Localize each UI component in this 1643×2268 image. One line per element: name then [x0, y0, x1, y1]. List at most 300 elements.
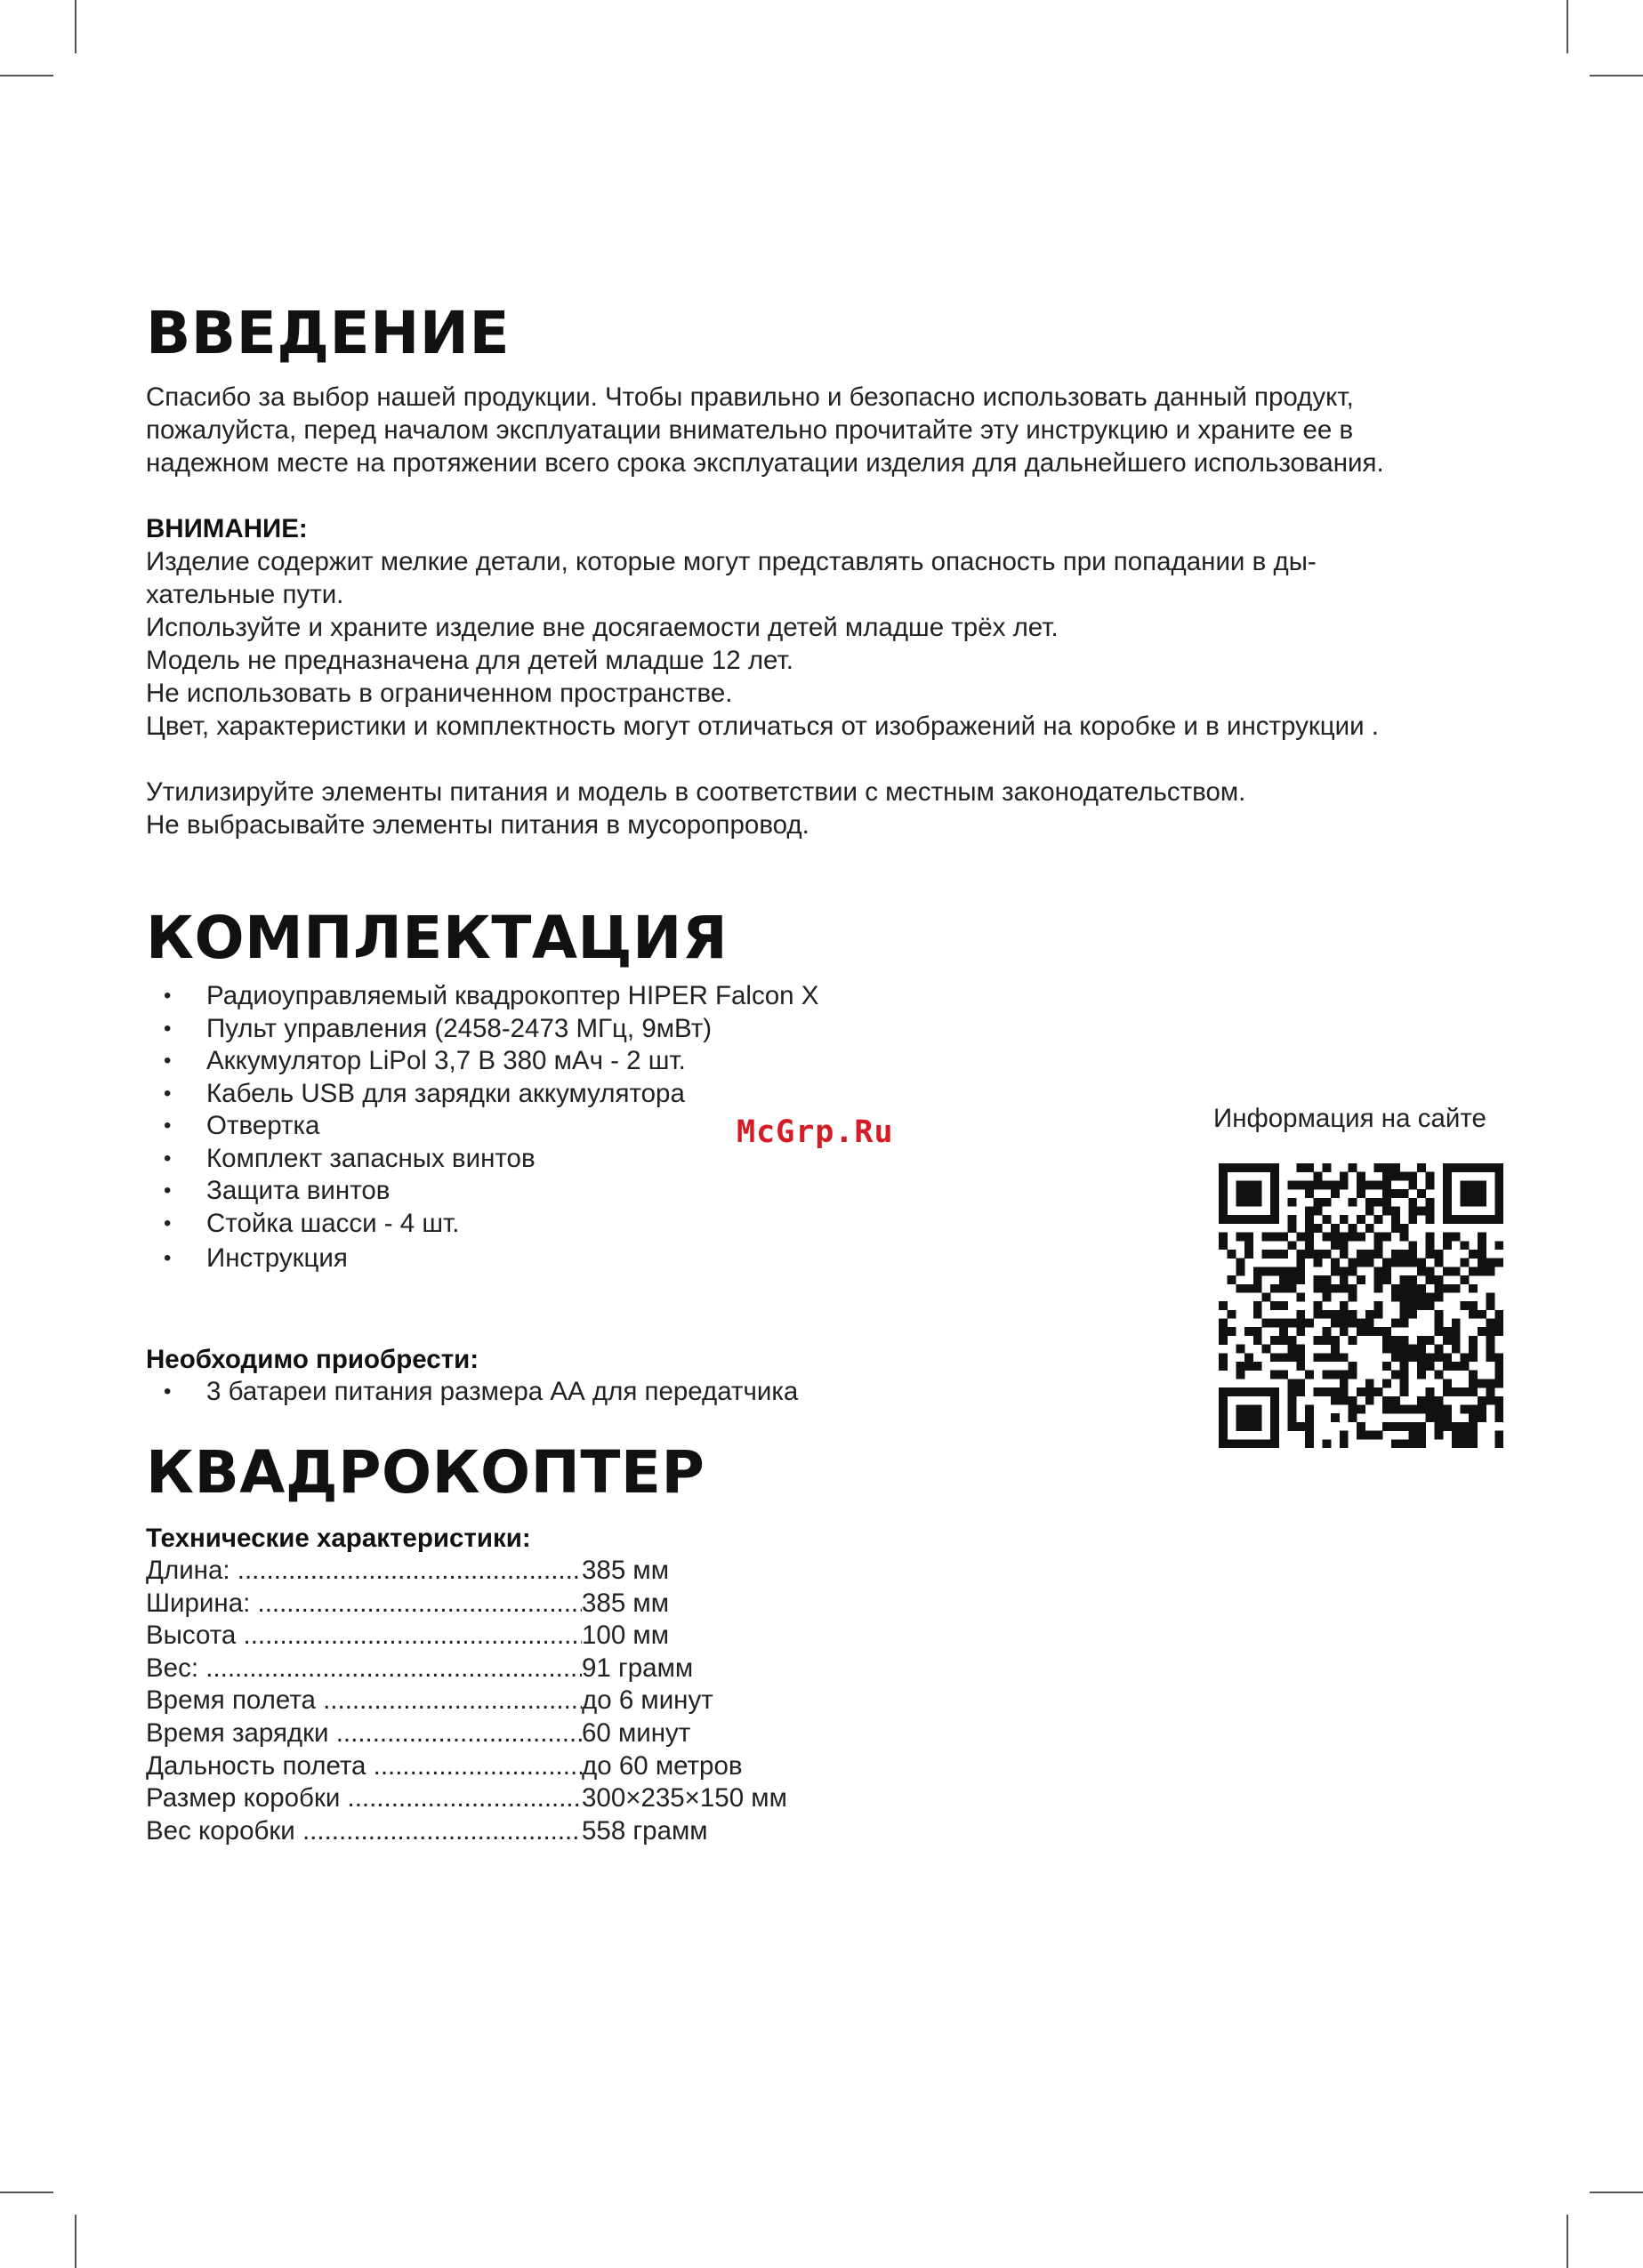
qr-module: [1443, 1284, 1452, 1293]
qr-module: [1244, 1327, 1253, 1336]
qr-module: [1434, 1353, 1443, 1362]
qr-module: [1486, 1259, 1495, 1267]
crop-mark: [0, 75, 53, 76]
qr-module: [1461, 1362, 1470, 1371]
qr-module: [1270, 1189, 1279, 1198]
qr-module: [1253, 1405, 1262, 1414]
qr-module: [1426, 1353, 1435, 1362]
qr-module: [1305, 1241, 1314, 1250]
qr-module: [1270, 1284, 1279, 1293]
qr-module: [1478, 1396, 1486, 1405]
qr-module: [1391, 1345, 1400, 1354]
qr-module: [1270, 1215, 1279, 1224]
qr-module: [1331, 1345, 1340, 1354]
qr-module: [1270, 1172, 1279, 1181]
qr-module: [1391, 1224, 1400, 1233]
spec-row: [146, 1685, 1480, 1717]
qr-module: [1461, 1275, 1470, 1284]
spec-value: 558 грамм: [582, 1815, 708, 1846]
qr-module: [1236, 1180, 1244, 1189]
qr-module: [1382, 1267, 1391, 1275]
qr-module: [1305, 1206, 1314, 1215]
qr-module: [1253, 1163, 1262, 1172]
qr-module: [1494, 1371, 1503, 1379]
spec-value: 60 минут: [582, 1717, 691, 1748]
qr-module: [1322, 1327, 1331, 1336]
qr-module: [1494, 1172, 1503, 1181]
spec-key: Вес коробки .....: [146, 1815, 582, 1848]
qr-module: [1400, 1259, 1409, 1267]
warning-heading: ВНИМАНИЕ:: [146, 514, 308, 543]
qr-module: [1305, 1224, 1314, 1233]
qr-module: [1279, 1319, 1288, 1328]
qr-module: [1296, 1180, 1305, 1189]
warning-line: хательные пути.: [146, 580, 344, 609]
qr-module: [1219, 1431, 1228, 1440]
qr-module: [1391, 1405, 1400, 1414]
qr-module: [1331, 1319, 1340, 1328]
qr-module: [1348, 1413, 1357, 1422]
specs-table: [146, 1555, 1480, 1847]
spec-row: [146, 1588, 1480, 1621]
qr-module: [1279, 1275, 1288, 1284]
qr-module: [1494, 1362, 1503, 1371]
qr-module: [1365, 1206, 1374, 1215]
qr-module: [1322, 1275, 1331, 1284]
qr-module: [1219, 1215, 1228, 1224]
qr-module: [1469, 1215, 1478, 1224]
qr-module: [1357, 1431, 1365, 1440]
qr-module: [1331, 1336, 1340, 1345]
qr-module: [1434, 1284, 1443, 1293]
qr-module: [1348, 1336, 1357, 1345]
qr-module: [1348, 1310, 1357, 1319]
qr-module: [1469, 1163, 1478, 1172]
qr-module: [1322, 1292, 1331, 1301]
qr-module: [1270, 1387, 1279, 1396]
qr-module: [1314, 1275, 1323, 1284]
qr-module: [1270, 1319, 1279, 1328]
qr-module: [1244, 1284, 1253, 1293]
spec-key: Дальность полета .....: [146, 1750, 582, 1783]
qr-module: [1348, 1259, 1357, 1267]
qr-module: [1340, 1267, 1349, 1275]
qr-module: [1279, 1233, 1288, 1242]
spec-row: [146, 1555, 1480, 1588]
qr-module: [1374, 1387, 1383, 1396]
qr-module: [1426, 1336, 1435, 1345]
qr-module: [1426, 1215, 1435, 1224]
qr-module: [1365, 1310, 1374, 1319]
list-item: • Инструкция: [164, 1243, 348, 1273]
qr-module: [1461, 1163, 1470, 1172]
qr-module: [1486, 1319, 1495, 1328]
qr-module: [1348, 1405, 1357, 1414]
spec-row: [146, 1717, 1480, 1750]
qr-module: [1340, 1371, 1349, 1379]
qr-module: [1340, 1180, 1349, 1189]
qr-module: [1331, 1241, 1340, 1250]
qr-module: [1434, 1259, 1443, 1267]
qr-module: [1417, 1292, 1426, 1301]
qr-module: [1400, 1379, 1409, 1387]
qr-module: [1478, 1413, 1486, 1422]
qr-module: [1469, 1422, 1478, 1431]
qr-module: [1494, 1215, 1503, 1224]
qr-module: [1426, 1405, 1435, 1414]
qr-module: [1244, 1189, 1253, 1198]
qr-module: [1331, 1387, 1340, 1396]
spec-value: 91 грамм: [582, 1653, 694, 1683]
qr-module: [1331, 1371, 1340, 1379]
qr-module: [1219, 1353, 1228, 1362]
qr-module: [1417, 1362, 1426, 1371]
qr-module: [1374, 1163, 1383, 1172]
qr-module: [1261, 1163, 1270, 1172]
qr-module: [1443, 1336, 1452, 1345]
qr-module: [1228, 1250, 1236, 1259]
qr-module: [1253, 1439, 1262, 1448]
qr-module: [1408, 1198, 1417, 1207]
qr-module: [1391, 1259, 1400, 1267]
qr-module: [1469, 1371, 1478, 1379]
qr-module: [1461, 1439, 1470, 1448]
qr-module: [1305, 1189, 1314, 1198]
qr-module: [1305, 1319, 1314, 1328]
qr-module: [1374, 1284, 1383, 1293]
qr-module: [1452, 1336, 1461, 1345]
qr-module: [1443, 1422, 1452, 1431]
qr-module: [1494, 1327, 1503, 1336]
qr-module: [1494, 1310, 1503, 1319]
qr-module: [1322, 1353, 1331, 1362]
qr-module: [1486, 1267, 1495, 1275]
qr-module: [1357, 1250, 1365, 1259]
qr-module: [1461, 1215, 1470, 1224]
qr-module: [1469, 1431, 1478, 1440]
qr-module: [1314, 1259, 1323, 1267]
qr-module: [1296, 1387, 1305, 1396]
qr-code[interactable]: [1219, 1161, 1503, 1451]
qr-module: [1296, 1292, 1305, 1301]
qr-module: [1417, 1422, 1426, 1431]
qr-module: [1236, 1371, 1244, 1379]
list-item: • Стойка шасси - 4 шт.: [164, 1208, 460, 1238]
intro-heading: ВВЕДЕНИЕ: [146, 299, 511, 367]
qr-module: [1486, 1345, 1495, 1354]
qr-module: [1452, 1215, 1461, 1224]
qr-module: [1340, 1327, 1349, 1336]
crop-mark: [75, 2215, 77, 2268]
specs-heading: Технические характеристики:: [146, 1524, 531, 1553]
qr-module: [1236, 1163, 1244, 1172]
qr-module: [1408, 1301, 1417, 1310]
qr-module: [1288, 1180, 1297, 1189]
qr-module: [1288, 1241, 1297, 1250]
qr-module: [1486, 1163, 1495, 1172]
qr-module: [1219, 1198, 1228, 1207]
qr-module: [1340, 1172, 1349, 1181]
spec-key: Время зарядки .....: [146, 1717, 582, 1750]
qr-module: [1219, 1396, 1228, 1405]
qr-module: [1478, 1233, 1486, 1242]
qr-module: [1244, 1163, 1253, 1172]
qr-module: [1494, 1319, 1503, 1328]
qr-module: [1443, 1241, 1452, 1250]
spec-value: до 6 минут: [582, 1685, 713, 1716]
qr-module: [1426, 1362, 1435, 1371]
qr-module: [1452, 1422, 1461, 1431]
qr-module: [1305, 1431, 1314, 1440]
qr-module: [1374, 1233, 1383, 1242]
list-item: • Защита винтов: [164, 1176, 391, 1205]
qr-module: [1417, 1439, 1426, 1448]
qr-module: [1340, 1396, 1349, 1405]
qr-module: [1270, 1163, 1279, 1172]
qr-module: [1426, 1396, 1435, 1405]
qr-module: [1322, 1310, 1331, 1319]
qr-module: [1270, 1301, 1279, 1310]
qr-module: [1365, 1396, 1374, 1405]
qr-module: [1408, 1345, 1417, 1354]
qr-module: [1391, 1189, 1400, 1198]
qr-module: [1494, 1379, 1503, 1387]
qr-module: [1400, 1310, 1409, 1319]
qr-module: [1348, 1292, 1357, 1301]
qr-module: [1219, 1413, 1228, 1422]
qr-module: [1365, 1319, 1374, 1328]
list-item: • Отвертка: [164, 1111, 320, 1140]
qr-module: [1296, 1422, 1305, 1431]
qr-module: [1391, 1292, 1400, 1301]
qr-module: [1236, 1284, 1244, 1293]
qr-module: [1400, 1189, 1409, 1198]
qr-module: [1279, 1284, 1288, 1293]
qr-module: [1434, 1292, 1443, 1301]
qr-module: [1322, 1387, 1331, 1396]
qr-module: [1374, 1180, 1383, 1189]
qr-module: [1469, 1379, 1478, 1387]
qr-module: [1236, 1189, 1244, 1198]
qr-module: [1305, 1422, 1314, 1431]
qr-module: [1434, 1319, 1443, 1328]
qr-module: [1382, 1189, 1391, 1198]
qr-module: [1426, 1172, 1435, 1181]
qr-module: [1452, 1387, 1461, 1396]
qr-module: [1288, 1353, 1297, 1362]
qr-module: [1253, 1327, 1262, 1336]
qr-module: [1340, 1284, 1349, 1293]
qr-module: [1382, 1172, 1391, 1181]
warning-line: Используйте и храните изделие вне досягаемости детей младше трёх лет.: [146, 613, 1059, 642]
qr-module: [1494, 1431, 1503, 1440]
qr-module: [1348, 1233, 1357, 1242]
qr-module: [1244, 1439, 1253, 1448]
crop-mark: [1566, 2215, 1568, 2268]
qr-module: [1279, 1250, 1288, 1259]
qr-module: [1340, 1387, 1349, 1396]
qr-module: [1374, 1198, 1383, 1207]
qr-module: [1331, 1189, 1340, 1198]
qr-module: [1228, 1215, 1236, 1224]
qr-module: [1314, 1180, 1323, 1189]
qr-module: [1382, 1345, 1391, 1354]
qr-module: [1400, 1439, 1409, 1448]
qr-module: [1340, 1353, 1349, 1362]
qr-module: [1314, 1310, 1323, 1319]
qr-module: [1219, 1301, 1228, 1310]
qr-module: [1469, 1413, 1478, 1422]
qr-module: [1478, 1163, 1486, 1172]
qr-module: [1296, 1362, 1305, 1371]
qr-module: [1434, 1345, 1443, 1354]
qr-module: [1244, 1198, 1253, 1207]
crop-mark: [1590, 75, 1643, 76]
qr-module: [1391, 1319, 1400, 1328]
qr-module: [1443, 1215, 1452, 1224]
qr-module: [1400, 1371, 1409, 1379]
qr-module: [1279, 1353, 1288, 1362]
qr-module: [1408, 1439, 1417, 1448]
qr-module: [1408, 1275, 1417, 1284]
qr-module: [1357, 1387, 1365, 1396]
qr-module: [1443, 1163, 1452, 1172]
qr-module: [1391, 1371, 1400, 1379]
qr-module: [1461, 1422, 1470, 1431]
qr-module: [1494, 1439, 1503, 1448]
qr-module: [1426, 1292, 1435, 1301]
qr-module: [1374, 1241, 1383, 1250]
qr-module: [1244, 1233, 1253, 1242]
disposal-note: [146, 776, 1480, 841]
qr-module: [1486, 1301, 1495, 1310]
qr-module: [1314, 1206, 1323, 1215]
qr-module: [1400, 1172, 1409, 1181]
qr-module: [1469, 1405, 1478, 1414]
qr-module: [1452, 1319, 1461, 1328]
qr-module: [1417, 1259, 1426, 1267]
qr-module: [1244, 1353, 1253, 1362]
qr-module: [1426, 1387, 1435, 1396]
qr-module: [1244, 1215, 1253, 1224]
qr-module: [1244, 1387, 1253, 1396]
qr-module: [1374, 1310, 1383, 1319]
qr-module: [1382, 1259, 1391, 1267]
qr-module: [1219, 1387, 1228, 1396]
qr-module: [1486, 1379, 1495, 1387]
qr-module: [1417, 1371, 1426, 1379]
qr-module: [1322, 1233, 1331, 1242]
qr-module: [1426, 1275, 1435, 1284]
qr-module: [1331, 1310, 1340, 1319]
spec-value: до 60 метров: [582, 1750, 743, 1781]
qr-module: [1365, 1250, 1374, 1259]
qr-module: [1296, 1327, 1305, 1336]
qr-module: [1340, 1215, 1349, 1224]
qr-module: [1478, 1310, 1486, 1319]
qr-module: [1288, 1284, 1297, 1293]
qr-module: [1443, 1172, 1452, 1181]
spec-value: 385 мм: [582, 1556, 669, 1585]
qr-module: [1270, 1336, 1279, 1345]
qr-module: [1219, 1189, 1228, 1198]
qr-module: [1270, 1413, 1279, 1422]
qr-module: [1228, 1310, 1236, 1319]
qr-module: [1322, 1284, 1331, 1293]
qr-module: [1331, 1180, 1340, 1189]
qr-module: [1348, 1163, 1357, 1172]
qr-module: [1322, 1163, 1331, 1172]
qr-module: [1270, 1396, 1279, 1405]
qr-module: [1382, 1396, 1391, 1405]
qr-module: [1236, 1259, 1244, 1267]
list-item: • Аккумулятор LiPol 3,7 В 380 мАч - 2 шт.: [164, 1046, 686, 1075]
qr-module: [1434, 1405, 1443, 1414]
qr-module: [1417, 1431, 1426, 1440]
intro-paragraph: [146, 381, 1480, 479]
qr-module: [1357, 1275, 1365, 1284]
qr-module: [1236, 1198, 1244, 1207]
qr-module: [1382, 1336, 1391, 1345]
qr-module: [1219, 1327, 1228, 1336]
qr-module: [1478, 1180, 1486, 1189]
qr-module: [1288, 1275, 1297, 1284]
spec-row: [146, 1782, 1480, 1815]
qr-module: [1408, 1422, 1417, 1431]
qr-module: [1228, 1327, 1236, 1336]
qr-module: [1305, 1413, 1314, 1422]
qr-module: [1374, 1275, 1383, 1284]
qr-module: [1469, 1439, 1478, 1448]
qr-module: [1314, 1172, 1323, 1181]
qr-module: [1270, 1353, 1279, 1362]
qr-module: [1400, 1233, 1409, 1242]
qr-module: [1348, 1319, 1357, 1328]
qr-module: [1236, 1362, 1244, 1371]
qr-module: [1408, 1250, 1417, 1259]
qr-module: [1408, 1431, 1417, 1440]
qr-module: [1461, 1405, 1470, 1414]
qr-module: [1469, 1353, 1478, 1362]
qr-module: [1340, 1275, 1349, 1284]
spec-row: [146, 1620, 1480, 1653]
qr-module: [1417, 1163, 1426, 1172]
qr-module: [1305, 1250, 1314, 1259]
qr-module: [1357, 1319, 1365, 1328]
watermark: McGrp.Ru: [737, 1114, 894, 1150]
qr-module: [1365, 1431, 1374, 1440]
qr-module: [1322, 1371, 1331, 1379]
qr-module: [1417, 1267, 1426, 1275]
qr-module: [1348, 1267, 1357, 1275]
intro-line: Спасибо за выбор нашей продукции. Чтобы правильно и безопасно использовать данный продукт,: [146, 382, 1354, 412]
disposal-line: Не выбрасывайте элементы питания в мусоропровод.: [146, 810, 809, 840]
qr-module: [1253, 1198, 1262, 1207]
qr-module: [1253, 1180, 1262, 1189]
qr-module: [1288, 1267, 1297, 1275]
qr-module: [1400, 1336, 1409, 1345]
qr-module: [1417, 1405, 1426, 1414]
warning-list: [146, 545, 1480, 743]
qr-module: [1244, 1180, 1253, 1189]
qr-module: [1270, 1233, 1279, 1242]
qr-module: [1357, 1327, 1365, 1336]
qr-module: [1236, 1215, 1244, 1224]
qr-module: [1261, 1215, 1270, 1224]
qr-module: [1400, 1284, 1409, 1293]
qr-module: [1391, 1250, 1400, 1259]
qr-module: [1340, 1233, 1349, 1242]
